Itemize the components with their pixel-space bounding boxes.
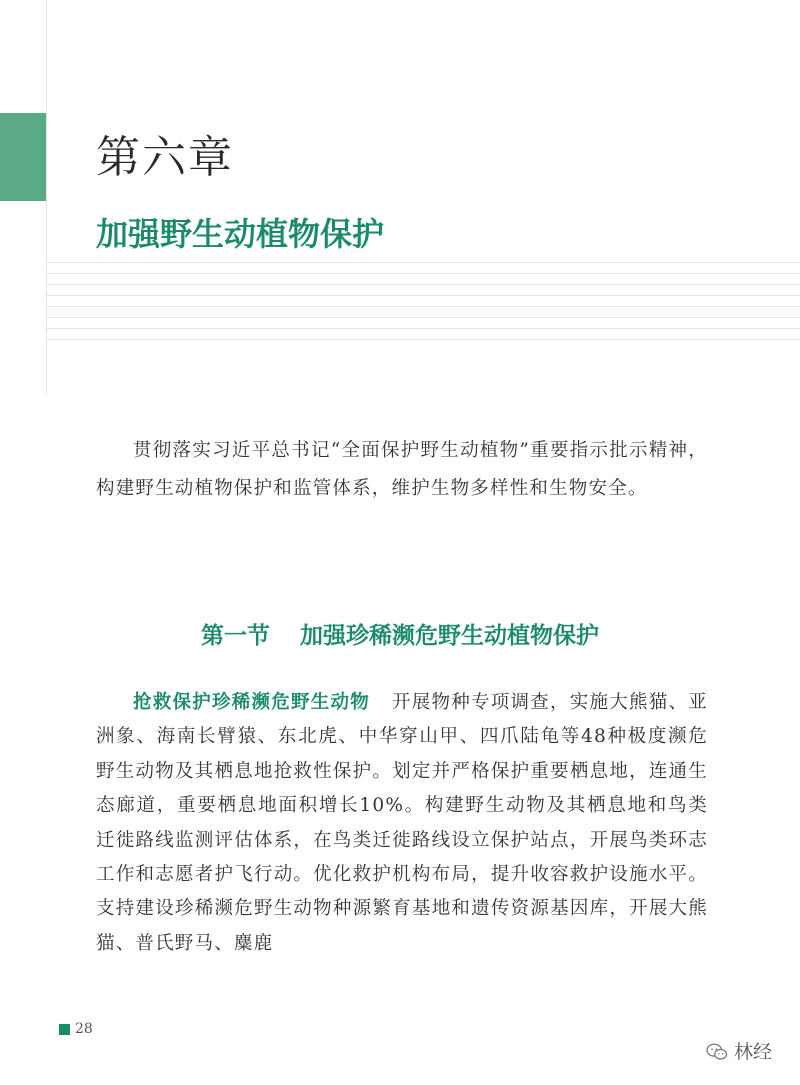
section-title: 加强珍稀濒危野生动植物保护 xyxy=(300,623,599,649)
watermark-text: 林经 xyxy=(733,1041,772,1063)
paragraph-text: 开展物种专项调查，实施大熊猫、亚洲象、海南长臂猿、东北虎、中华穿山甲、四爪陆龟等48种极度濒危野生动物及其栖息地抢救性保护。划定并严格保护重要栖息地，连通生态廊道，重要栖息地面积增长10%。构建野生动物及其栖息地和鸟类迁徙路线监测评估体系，在鸟类迁徙路线设立保护站点，开展鸟类环志工作和志愿者护飞行动。优化救护机构布局，提升收容救护设施水平。支持建设珍稀濒危野生动物种源繁育基地和遗传资源基因库，开展大熊猫、普氏野马、麋鹿 xyxy=(96,692,709,954)
page-number: 28 xyxy=(75,1021,93,1037)
section-heading xyxy=(0,616,800,656)
watermark xyxy=(706,1040,772,1064)
paragraph-lead: 抢救保护珍稀濒危野生动物 xyxy=(133,692,371,713)
decorative-lines xyxy=(47,262,800,346)
wechat-icon xyxy=(706,1042,728,1062)
chapter-title: 加强野生动植物保护 xyxy=(96,215,385,253)
section-number: 第一节 xyxy=(201,623,270,649)
intro-paragraph: 贯彻落实习近平总书记“全面保护野生动植物”重要指示批示精神，构建野生动植物保护和监管体系，维护生物多样性和生物安全。 xyxy=(96,440,708,499)
page-number-marker xyxy=(59,1024,70,1035)
chapter-number: 第六章 xyxy=(96,132,234,183)
chapter-side-tab xyxy=(0,113,46,201)
body-paragraph xyxy=(96,686,708,961)
